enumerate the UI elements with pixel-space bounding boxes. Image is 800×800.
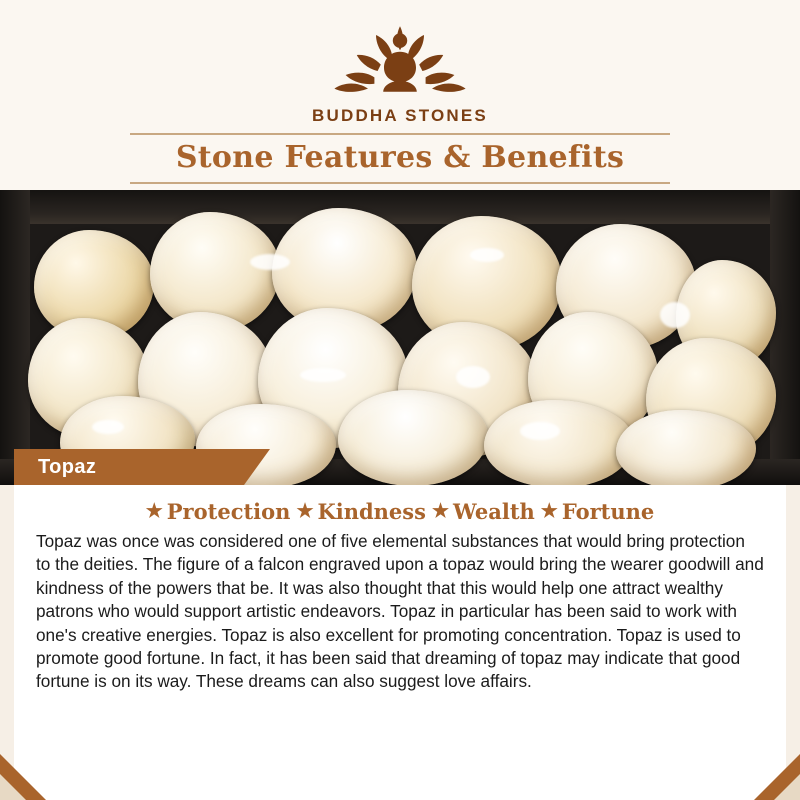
stone-photo [0, 190, 800, 485]
content-panel [14, 485, 786, 800]
keyword-label: Wealth [453, 499, 535, 524]
stone-highlight [660, 302, 690, 328]
brand-name: BUDDHA STONES [312, 106, 488, 125]
header [0, 0, 800, 190]
keyword-list [36, 499, 764, 524]
bowl-rim-top [0, 190, 800, 224]
keyword-kindness [296, 499, 426, 524]
stone-description: Topaz was once was considered one of five elemental substances that would bring protection to the deities. The figure of a falcon engraved upon a topaz would bring the wearer goodwill and kindness of the powers that be. It was also thought that this would help one attract wealthy patrons who would support artistic endeavors. Topaz in particular has been said to work with one's creative energies. Topaz is also excellent for promoting concentration. Topaz is used to promote good fortune. In fact, it has been said that dreaming of topaz may indicate that good fortune is on its way. These dreams can also suggest love affairs. [36, 531, 764, 692]
stone-highlight [250, 254, 290, 270]
stone-name: Topaz [38, 455, 97, 478]
stone-name-tab [14, 449, 244, 485]
keyword-label: Kindness [317, 499, 426, 524]
keyword-label: Fortune [561, 499, 655, 524]
corner-decoration-bottom-right-inner [774, 774, 800, 800]
stone-piece [338, 390, 488, 485]
bowl-rim-right [770, 190, 800, 485]
keyword-wealth [432, 499, 535, 524]
stone-highlight [92, 420, 124, 434]
star-icon: ★ [145, 500, 163, 522]
stone-piece [616, 410, 756, 485]
star-icon: ★ [540, 500, 558, 522]
corner-decoration-bottom-left-inner [0, 774, 26, 800]
keyword-label: Protection [166, 499, 291, 524]
keyword-fortune [541, 499, 654, 524]
stone-photo-inner [0, 190, 800, 485]
stone-highlight [470, 248, 504, 262]
stone-highlight [300, 368, 346, 382]
keyword-protection [146, 499, 291, 524]
page-title: Stone Features & Benefits [175, 140, 625, 175]
lotus-meditation-icon [320, 22, 480, 104]
bowl-rim-left [0, 190, 30, 485]
stone-highlight [456, 366, 490, 388]
stone-piece [484, 400, 634, 485]
stone-highlight [520, 422, 560, 440]
title-bar [130, 133, 670, 184]
star-icon: ★ [296, 500, 314, 522]
star-icon: ★ [431, 500, 449, 522]
